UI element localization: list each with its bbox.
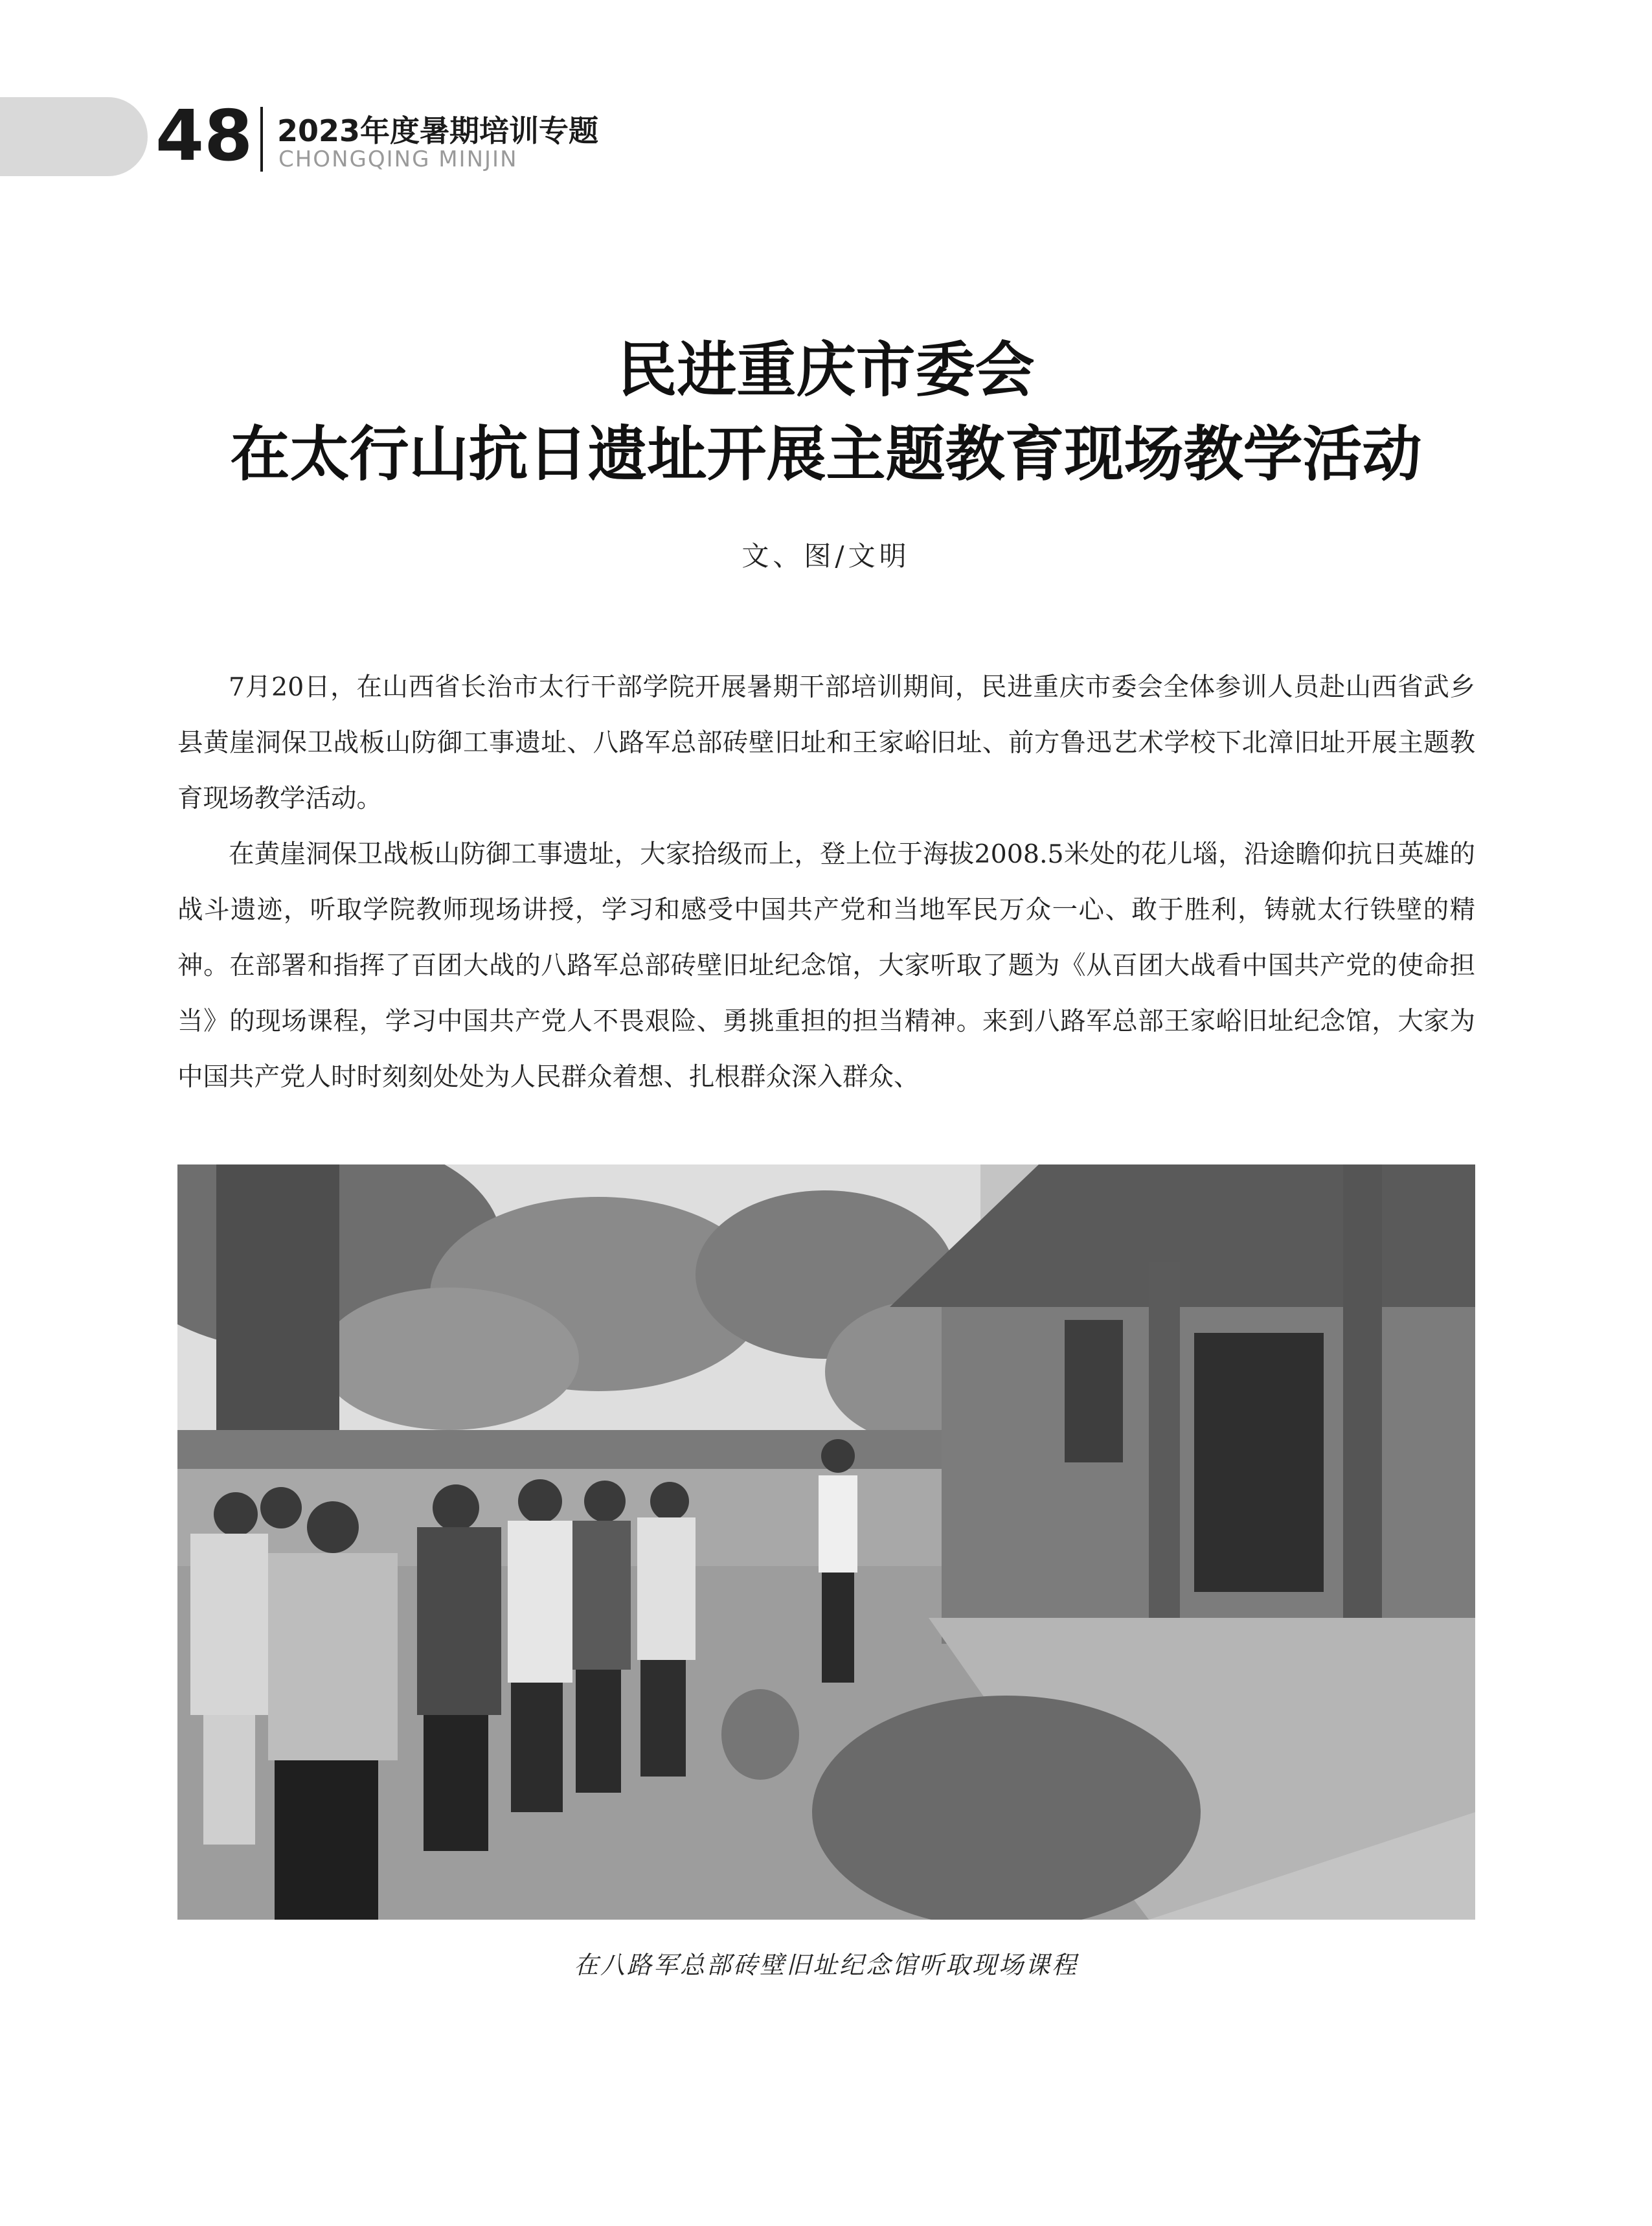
article-body (177, 659, 1475, 1105)
paragraph-2: 在黄崖洞保卫战板山防御工事遗址，大家拾级而上，登上位于海拔2008.5米处的花儿堖，沿途瞻仰抗日英雄的战斗遗迹，听取学院教师现场讲授，学习和感受中国共产党和当地军民万众一心、敢于胜利，铸就太行铁壁的精神。在部署和指挥了百团大战的八路军总部砖壁旧址纪念馆，大家听取了题为《从百团大战看中国共产党的使命担当》的现场课程，学习中国共产党人不畏艰险、勇挑重担的担当精神。来到八路军总部王家峪旧址纪念馆，大家为中国共产党人时时刻刻处处为人民群众着想、扎根群众深入群众、 (177, 839, 1475, 1092)
article-title-line-1: 民进重庆市委会 (617, 335, 1035, 405)
article-photo (177, 1164, 1475, 1920)
byline: 文、图/文明 (741, 540, 911, 572)
photo-caption: 在八路军总部砖壁旧址纪念馆听取现场课程 (573, 1951, 1078, 1979)
photo-illustration (177, 1164, 1475, 1920)
section-title: 2023年度暑期培训专题 (277, 113, 599, 148)
article-title-line-2: 在太行山抗日遗址开展主题教育现场教学活动 (230, 420, 1422, 489)
paragraph-1: 7月20日，在山西省长治市太行干部学院开展暑期干部培训期间，民进重庆市委会全体参训人员赴山西省武乡县黄崖洞保卫战板山防御工事遗址、八路军总部砖壁旧址和王家峪旧址、前方鲁迅艺术学校下北漳旧址开展主题教育现场教学活动。 (177, 672, 1475, 813)
header-divider (260, 107, 263, 172)
publication-name: CHONGQING MINJIN (278, 146, 518, 172)
page-number: 48 (155, 96, 253, 177)
header-tab (0, 97, 148, 176)
